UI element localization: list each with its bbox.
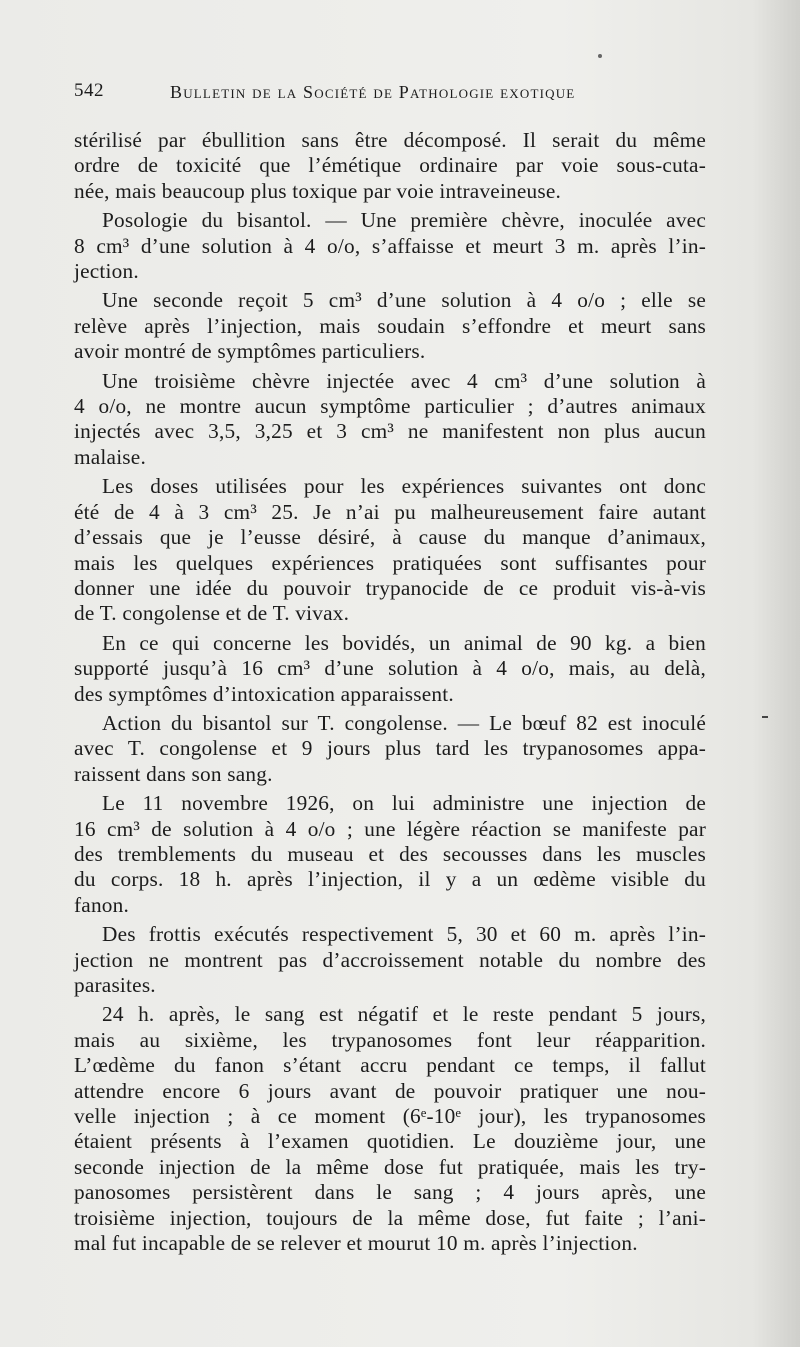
text-line: des symptômes d’intoxication apparaissent. xyxy=(74,681,454,706)
text-line: seconde injection de la même dose fut pratiquée, mais les try- xyxy=(74,1154,706,1179)
text-line: malaise. xyxy=(74,444,146,469)
paragraph xyxy=(74,791,706,918)
text-line: donner une idée du pouvoir trypanocide de ce produit vis-à-vis xyxy=(74,575,706,600)
text-line: L’œdème du fanon s’étant accru pendant ce temps, il fallut xyxy=(74,1053,706,1078)
text-line: panosomes persistèrent dans le sang ; 4 jours après, une xyxy=(74,1180,706,1205)
text-line: Les doses utilisées pour les expériences suivantes ont donc xyxy=(102,474,706,499)
paragraph xyxy=(74,288,706,364)
text-line: raissent dans son sang. xyxy=(74,761,273,786)
text-line: de T. congolense et de T. vivax. xyxy=(74,601,350,626)
paragraph xyxy=(74,922,706,998)
text-line: fanon. xyxy=(74,892,130,917)
text-line: avec T. congolense et 9 jours plus tard les trypanosomes appa- xyxy=(74,736,706,761)
text-line: Action du bisantol sur T. congolense. — Le bœuf 82 est inoculé xyxy=(102,710,706,735)
text-line: troisième injection, toujours de la même dose, fut faite ; l’ani- xyxy=(74,1205,706,1230)
text-line: jection. xyxy=(74,259,139,284)
text-line: 16 cm³ de solution à 4 o/o ; une légère réaction se manifeste par xyxy=(74,816,706,841)
text-line: Une troisième chèvre injectée avec 4 cm³ d’une solution à xyxy=(102,368,706,393)
text-line: velle injection ; à ce moment (6ᵉ-10ᵉ jour), les trypanosomes xyxy=(74,1104,706,1129)
text-line: supporté jusqu’à 16 cm³ d’une solution à 4 o/o, mais, au delà, xyxy=(74,656,706,681)
text-line: stérilisé par ébullition sans être décomposé. Il serait du même xyxy=(74,128,706,152)
text-line: 24 h. après, le sang est négatif et le reste pendant 5 jours, xyxy=(102,1002,706,1027)
text-line: Une seconde reçoit 5 cm³ d’une solution à 4 o/o ; elle se xyxy=(102,288,706,313)
text-line: relève après l’injection, mais soudain s’effondre et meurt sans xyxy=(74,313,706,338)
text-line: mais les quelques expériences pratiquées sont suffisantes pour xyxy=(74,550,706,575)
text-line: jection ne montrent pas d’accroissement notable du nombre des xyxy=(74,947,706,972)
text-line: du corps. 18 h. après l’injection, il y a un œdème visible du xyxy=(74,867,706,892)
text-line: 8 cm³ d’une solution à 4 o/o, s’affaisse et meurt 3 m. après l’in- xyxy=(74,233,706,258)
paragraph xyxy=(74,1002,706,1256)
text-line: injectés avec 3,5, 3,25 et 3 cm³ ne manifestent non plus aucun xyxy=(74,419,706,444)
text-line: En ce qui concerne les bovidés, un animal de 90 kg. a bien xyxy=(102,630,706,655)
paragraph xyxy=(74,128,706,204)
running-title: Bulletin de la Société de Pathologie exotique xyxy=(170,82,576,102)
paragraph xyxy=(74,369,706,471)
margin-mark xyxy=(762,716,768,718)
paragraph-gap xyxy=(74,1256,706,1260)
paragraph xyxy=(74,631,706,707)
text-line: mal fut incapable de se relever et mourut 10 m. après l’injection. xyxy=(74,1231,638,1256)
text-line: étaient présents à l’examen quotidien. Le douzième jour, une xyxy=(74,1129,706,1154)
paragraph xyxy=(74,711,706,787)
body-text xyxy=(74,128,706,1260)
text-line: d’essais que je l’eusse désiré, à cause du manque d’animaux, xyxy=(74,525,706,550)
paragraph xyxy=(74,208,706,284)
page-number: 542 xyxy=(74,80,104,101)
text-line: Le 11 novembre 1926, on lui administre une injection de xyxy=(102,791,706,816)
text-line: attendre encore 6 jours avant de pouvoir pratiquer une nou- xyxy=(74,1078,706,1103)
speck xyxy=(598,54,602,58)
text-line: Posologie du bisantol. — Une première chèvre, inoculée avec xyxy=(102,208,706,233)
text-line: ordre de toxicité que l’émétique ordinaire par voie sous-cuta- xyxy=(74,153,706,178)
text-line: 4 o/o, ne montre aucun symptôme particulier ; d’autres animaux xyxy=(74,394,706,419)
text-line: née, mais beaucoup plus toxique par voie intraveineuse. xyxy=(74,178,562,203)
text-line: été de 4 à 3 cm³ 25. Je n’ai pu malheureusement faire autant xyxy=(74,499,706,524)
text-line: mais au sixième, les trypanosomes font leur réapparition. xyxy=(74,1027,706,1052)
text-line: parasites. xyxy=(74,973,156,997)
paragraph xyxy=(74,474,706,626)
text-line: des tremblements du museau et des secousses dans les muscles xyxy=(74,841,706,866)
text-line: Des frottis exécutés respectivement 5, 30 et 60 m. après l’in- xyxy=(102,922,706,947)
text-line: avoir montré de symptômes particuliers. xyxy=(74,339,426,364)
